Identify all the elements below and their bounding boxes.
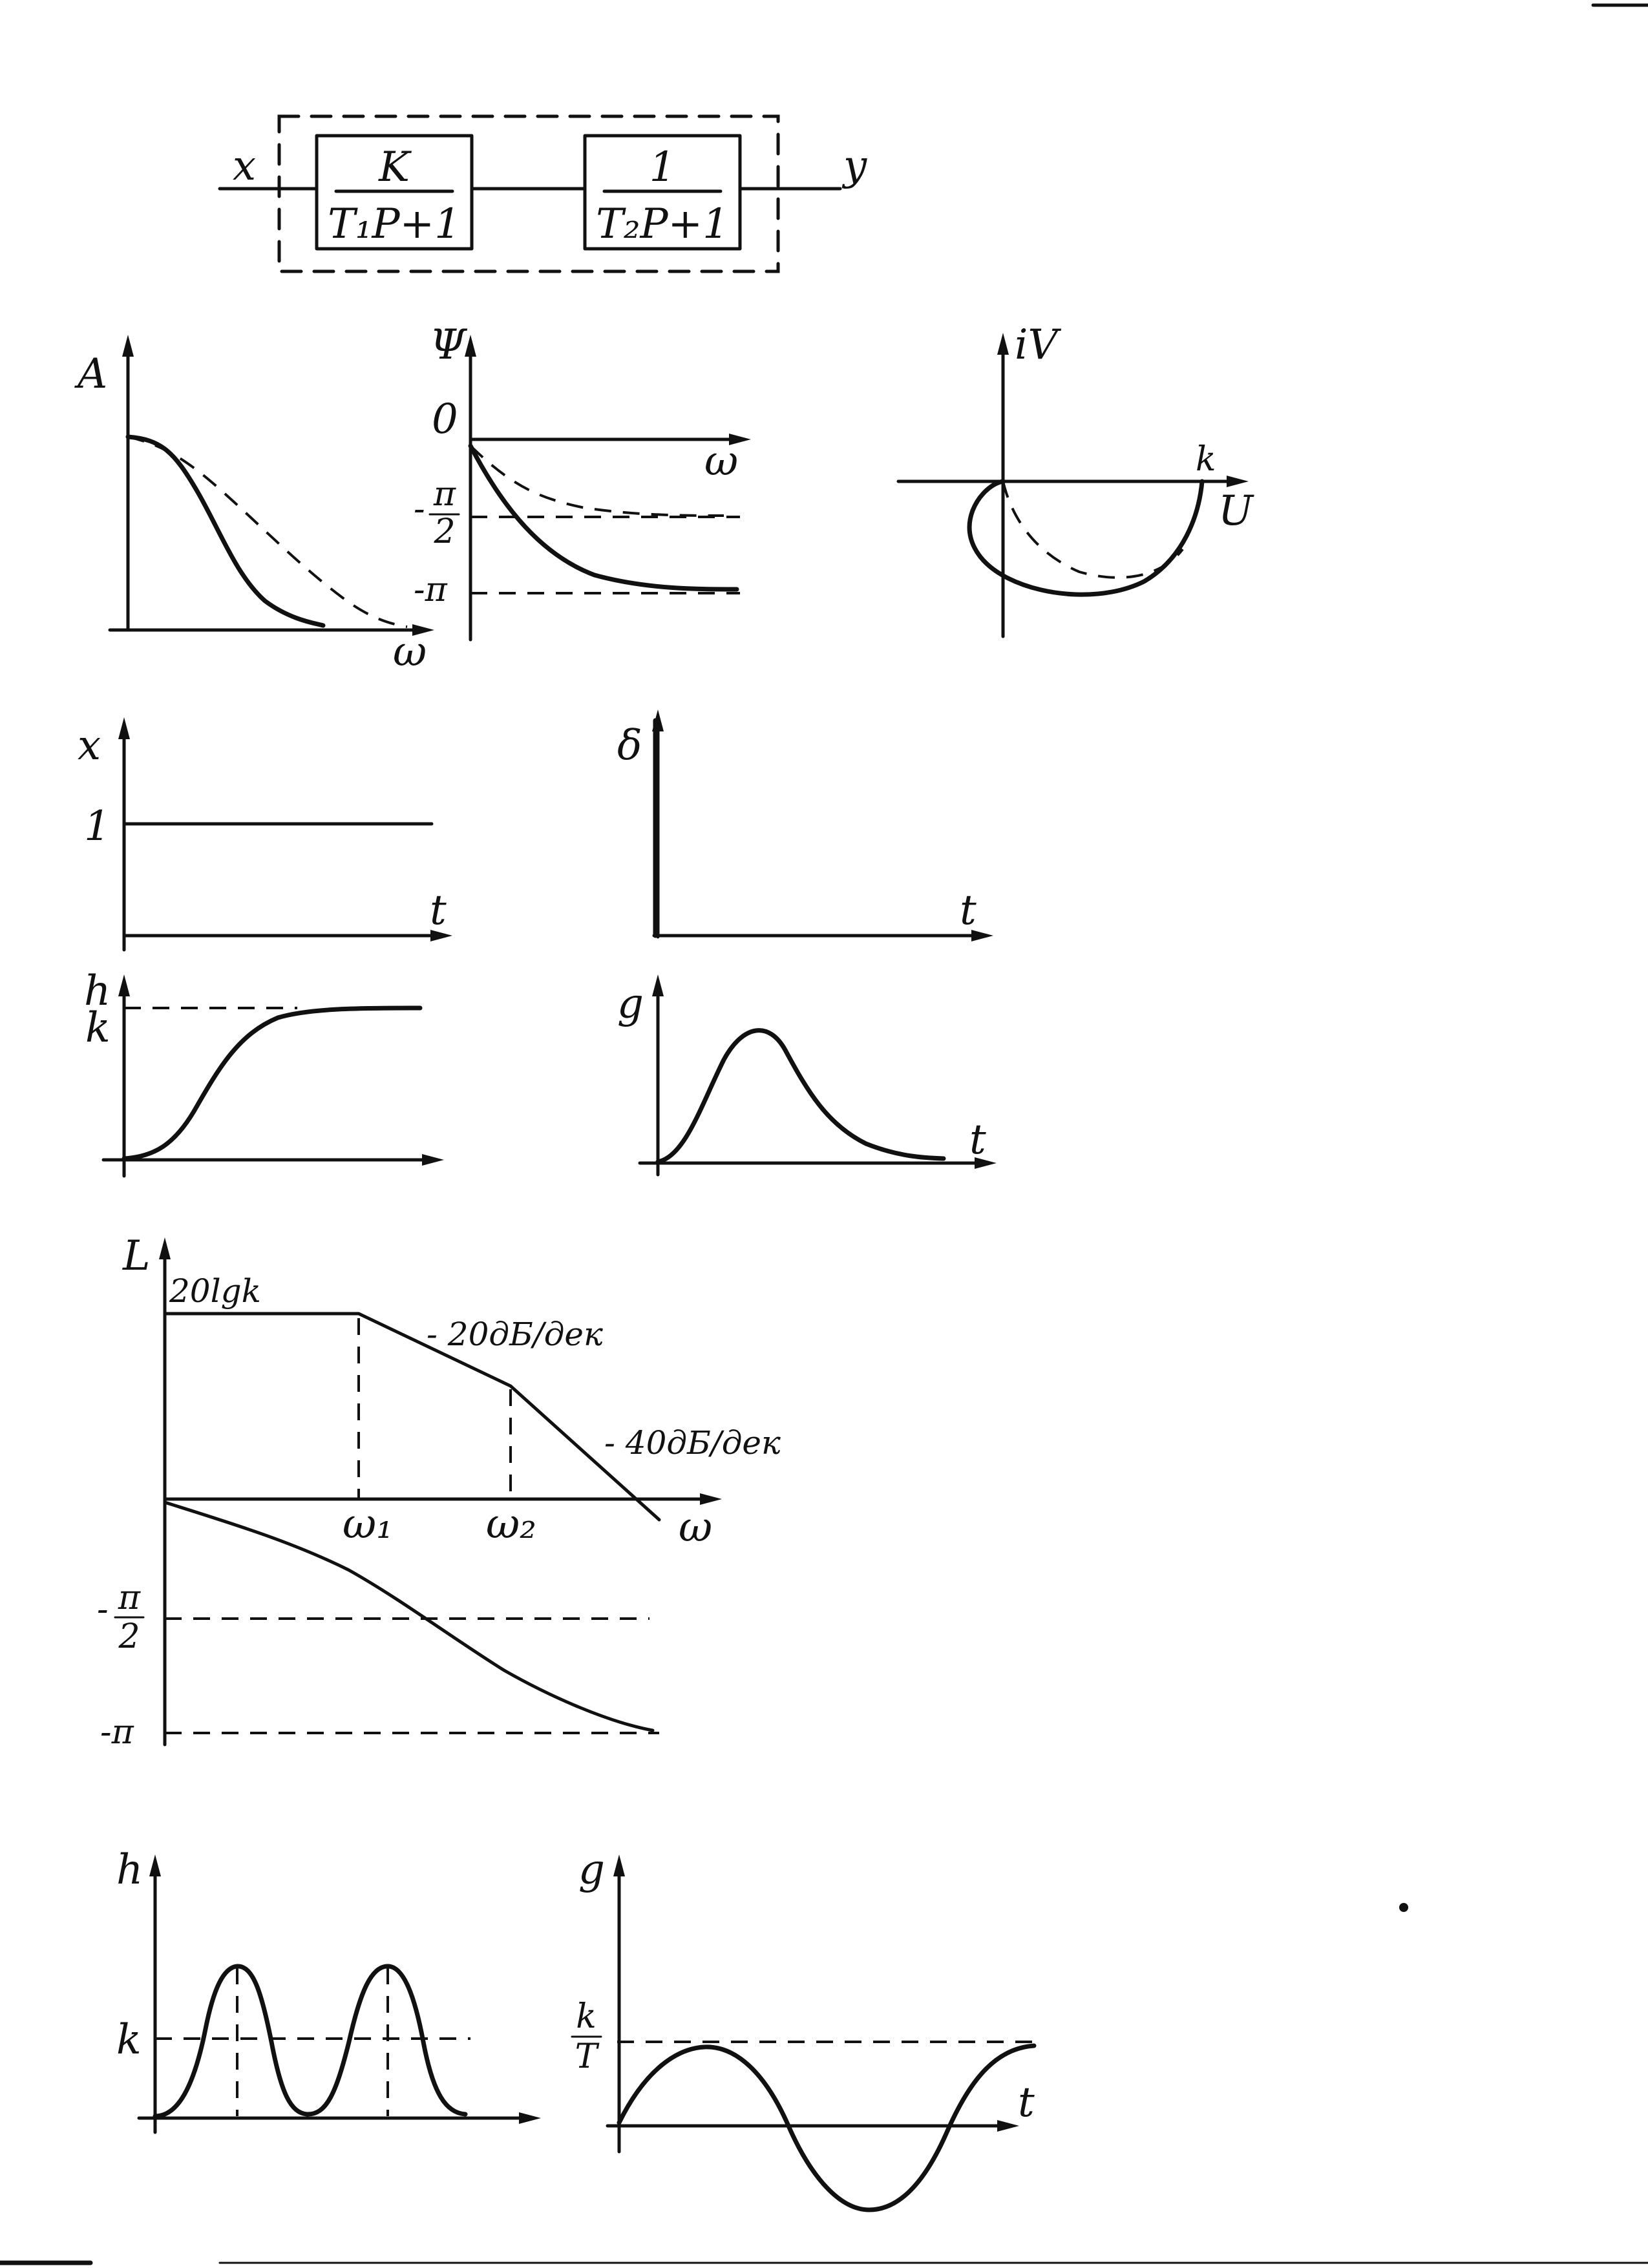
bode-pi-label: -π [100, 1713, 134, 1752]
ink-dot [1399, 1903, 1408, 1912]
osc-step-y-arrow-icon [149, 1854, 161, 1876]
amplitude-curve-dashed [128, 437, 407, 627]
step-response-plot [84, 967, 444, 1176]
phase-zero-label: 0 [432, 395, 458, 443]
impulse-input-x-label: t [960, 887, 977, 934]
bode-half-pi-den: 2 [118, 1617, 140, 1656]
osc-step-plot [116, 1846, 541, 2132]
phase-y-arrow-icon [465, 335, 476, 357]
impulse-response-curve [658, 1031, 944, 1162]
osc-impulse-x-arrow-icon [997, 2120, 1019, 2132]
nyquist-plot [898, 321, 1254, 636]
phase-half-pi-den: 2 [434, 512, 456, 551]
osc-step-y-label: h [116, 1846, 143, 1894]
osc-impulse-curve [619, 2046, 1034, 2210]
block-diagram [220, 116, 867, 271]
bode-half-pi-minus: - [97, 1590, 109, 1629]
bode-x-label: ω [679, 1504, 713, 1551]
bode-half-pi-num: π [118, 1579, 141, 1617]
osc-step-x-arrow-icon [519, 2112, 541, 2124]
amplitude-curve-solid [128, 437, 323, 625]
bode-y-label: L [123, 1232, 151, 1280]
impulse-response-plot [617, 974, 997, 1175]
osc-step-curve [155, 1966, 465, 2116]
phase-half-pi-num: π [433, 475, 456, 514]
impulse-input-y-label: δ [617, 722, 642, 770]
bode-plot [97, 1232, 781, 1752]
bode-w2-label: ω₂ [486, 1500, 536, 1548]
nyquist-k-label: k [1196, 440, 1216, 479]
impulse-response-y-arrow-icon [652, 974, 664, 996]
phase-pi-label: -π [414, 571, 447, 609]
step-response-y-label: h [84, 967, 111, 1015]
nyquist-y-arrow-icon [997, 333, 1009, 355]
phase-half-pi-minus: - [414, 490, 425, 529]
phase-plot [414, 321, 751, 640]
osc-impulse-level-num: k [576, 1997, 597, 2036]
impulse-response-y-label: g [617, 980, 644, 1028]
impulse-input-plot [617, 709, 993, 941]
bode-slope1-label: - 20дБ/дек [427, 1316, 603, 1353]
bode-phase-curve [165, 1502, 653, 1730]
input-label: x [233, 142, 257, 190]
amplitude-y-label: A [78, 350, 108, 398]
scan-artifacts [0, 5, 1648, 2263]
step-input-y-label: x [78, 722, 101, 770]
bode-gain-label: 20lgk [169, 1272, 261, 1310]
step-input-plot [78, 717, 452, 950]
block-1-numerator: K [379, 143, 410, 191]
bode-y-arrow-icon [159, 1237, 171, 1259]
output-label: y [843, 142, 867, 190]
amplitude-plot [74, 335, 434, 676]
phase-x-label: ω [704, 437, 739, 485]
osc-impulse-level-den: T [575, 2037, 598, 2076]
block-1-denominator: T₁P+1 [328, 200, 461, 248]
nyquist-y-label: iV [1015, 321, 1058, 369]
nyquist-curve-dashed [1003, 481, 1183, 578]
osc-impulse-y-arrow-icon [613, 1854, 625, 1876]
bode-w1-label: ω₁ [343, 1500, 393, 1548]
nyquist-x-label: U [1218, 487, 1253, 535]
step-input-y-arrow-icon [118, 717, 130, 739]
bode-slope2-label: - 40дБ/дек [604, 1424, 781, 1462]
osc-impulse-y-label: g [578, 1846, 605, 1894]
osc-step-k-label: k [116, 2016, 142, 2064]
amplitude-y-arrow-icon [122, 335, 134, 357]
osc-impulse-x-label: t [1018, 2079, 1035, 2126]
osc-impulse-plot [572, 1846, 1035, 2210]
nyquist-x-arrow-icon [1227, 476, 1249, 487]
step-response-x-arrow-icon [422, 1154, 444, 1166]
amplitude-x-label: ω [393, 628, 427, 676]
impulse-response-x-label: t [969, 1116, 986, 1164]
step-input-x-label: t [430, 887, 447, 934]
step-response-k-label: k [85, 1004, 111, 1052]
phase-y-label: Ψ [430, 321, 467, 369]
step-input-level-label: 1 [84, 803, 111, 850]
step-response-curve [124, 1008, 420, 1159]
block-2-numerator: 1 [649, 143, 676, 191]
block-2-denominator: T₂P+1 [596, 200, 729, 248]
step-response-y-arrow-icon [118, 974, 130, 996]
